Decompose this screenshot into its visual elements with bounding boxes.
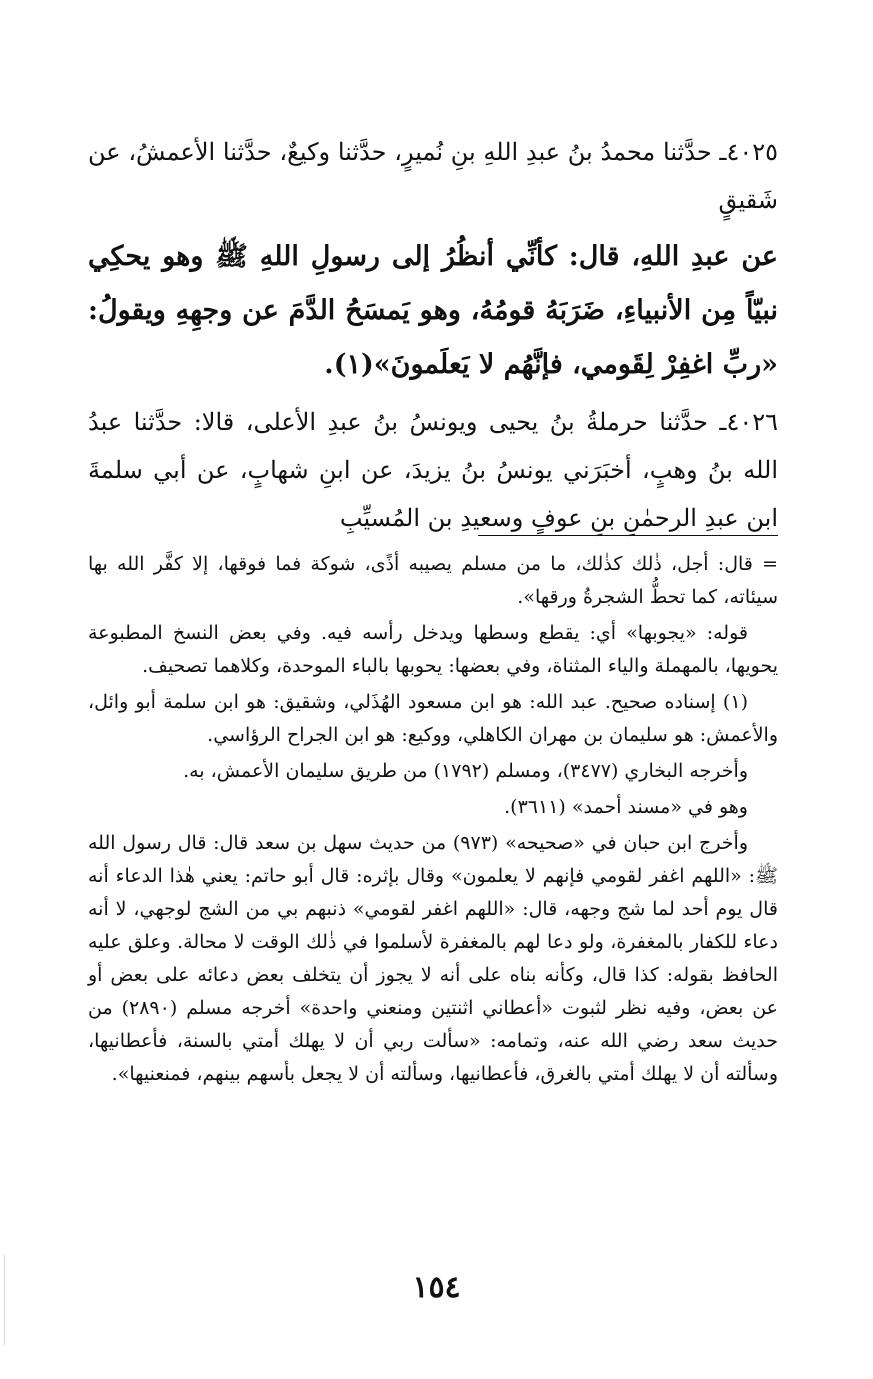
hadith-4026-isnad: ٤٠٢٦ـ حدَّثنا حرملةُ بنُ يحيى ويونسُ بنُ عبدِ الأعلى، قالا: حدَّثنا عبدُ الله بنُ وهبٍ، أخبَرَني يونسُ بنُ يزيدَ، عن ابنِ شهابٍ، عن أبي سلمةَ ابن عبدِ الرحمٰنِ بنِ عوفٍ وسعيدِ بن المُسيِّبِ (88, 408, 778, 532)
footnote-separator (478, 535, 778, 536)
footnotes (88, 548, 778, 1094)
main-text (88, 128, 778, 548)
scan-edge-mark (4, 1255, 5, 1345)
page-number: ١٥٤ (412, 1270, 461, 1305)
footnote-gloss: قوله: «يجوبها» أي: يقطع وسطها ويدخل رأسه فيه. وفي بعض النسخ المطبوعة يحويها، بالمهملة والياء المثناة، وفي بعضها: يحوبها بالباء الموحدة، وكلاهما تصحيف. (88, 622, 778, 677)
footnote-1-musnad: وهو في «مسند أحمد» (٣٦١١). (504, 796, 748, 818)
footnote-1: (١) إسناده صحيح. عبد الله: هو ابن مسعود الهُذَلي، وشقيق: هو ابن سلمة أبو وائل، والأعمش: هو سليمان بن مهران الكاهلي، ووكيع: هو ابن الجراح الرؤاسي. (88, 691, 778, 746)
footnote-continuation: = قال: أجل، ذٰلك كذٰلك، ما من مسلم يصيبه أذًى، شوكة فما فوقها، إلا كفَّر الله بها سيئاته، كما تحطُّ الشجرةُ ورقها». (88, 553, 778, 608)
footnote-1-takhrij: وأخرجه البخاري (٣٤٧٧)، ومسلم (١٧٩٢) من طريق سليمان الأعمش، به. (183, 760, 748, 782)
hadith-4025-matn: عن عبدِ اللهِ، قال: كأنِّي أنظُرُ إلى رسولِ اللهِ ﷺ وهو يحكِي نبيّاً مِن الأنبياءِ، ضَرَبَهُ قومُهُ، وهو يَمسَحُ الدَّمَ عن وجهِهِ ويقولُ: «ربِّ اغفِرْ لِقَومي، فإنَّهُم لا يَعلَمونَ»(١). (88, 241, 778, 380)
footnote-1-ibn-hibban: وأخرج ابن حبان في «صحيحه» (٩٧٣) من حديث سهل بن سعد قال: قال رسول الله ﷺ: «اللهم اغفر لقومي فإنهم لا يعلمون» وقال بإثره: قال أبو حاتم: يعني هٰذا الدعاء أنه قال يوم أحد لما شج وجهه، قال: «اللهم اغفر لقومي» ذنبهم بي من الشج لوجهي، لا أنه دعاء للكفار بالمغفرة، ولو دعا لهم بالمغفرة لأسلموا في ذٰلك الوقت لا محالة. وعلق عليه الحافظ بقوله: كذا قال، وكأنه بناه على أنه لا يجوز أن يتخلف بعض دعائه على بعض أو عن بعض، وفيه نظر لثبوت «أعطاني اثنتين ومنعني واحدة» أخرجه مسلم (٢٨٩٠) من حديث سعد رضي الله عنه، وتمامه: «سألت ربي أن لا يهلك أمتي بالسنة، فأعطانيها، وسألته أن لا يهلك أمتي بالغرق، فأعطانيها، وسألته أن لا يجعل بأسهم بينهم، فمنعنيها». (88, 832, 778, 1085)
hadith-4025-isnad: ٤٠٢٥ـ حدَّثنا محمدُ بنُ عبدِ اللهِ بنِ نُميرٍ، حدَّثنا وكيعٌ، حدَّثنا الأعمشُ، عن شَقيقٍ (88, 138, 778, 214)
